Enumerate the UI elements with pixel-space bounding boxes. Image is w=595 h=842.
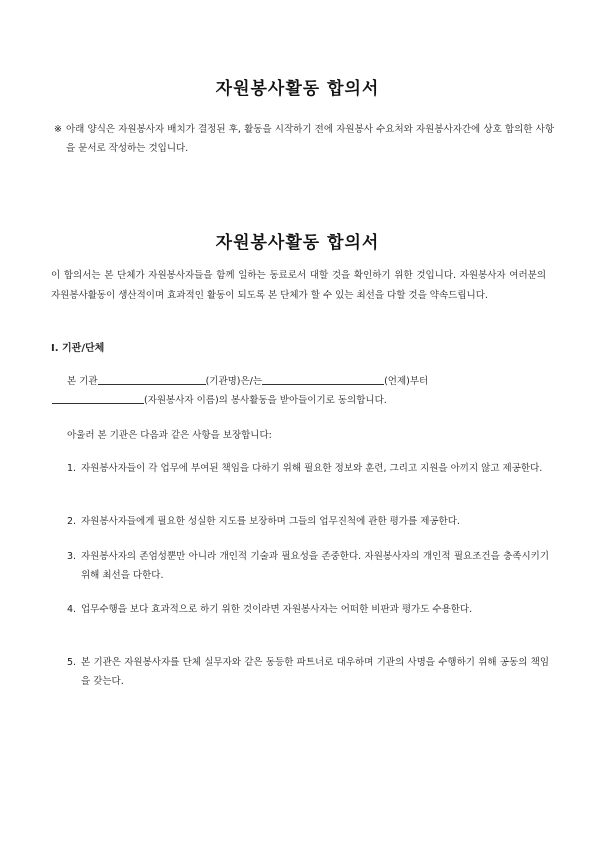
item-number: 1.: [67, 463, 77, 474]
fill-line-1: [67, 372, 428, 391]
item-text: 본 기관은 자원봉사자를 단체 실무자와 같은 동등한 파트너로 대우하며 기관의 사명을 수행하기 위해 공동의 책임을 갖는다.: [81, 657, 549, 687]
start-date-blank[interactable]: [262, 372, 384, 385]
item-text: 업무수행을 보다 효과적으로 하기 위한 것이라면 자원봉사자는 어떠한 비판과 평가도 수용한다.: [81, 604, 473, 615]
org-label: (기관명)은/는: [205, 376, 263, 387]
date-label: (언제)부터: [384, 376, 429, 387]
item-number: 3.: [67, 551, 77, 562]
note-text: 아래 양식은 자원봉사자 배치가 결정된 후, 활동을 시작하기 전에 자원봉사 수요처와 자원봉사자간에 상호 합의한 사항을 문서로 작성하는 것입니다.: [66, 124, 554, 154]
item-text: 자원봉사자의 존엄성뿐만 아니라 개인적 기술과 필요성을 존중한다. 자원봉사자의 개인적 필요조건을 충족시키기 위해 최선을 다한다.: [81, 551, 549, 581]
item-text: 자원봉사자들이 각 업무에 부여된 책임을 다하기 위해 필요한 정보와 훈련, 그리고 지원을 아끼지 않고 제공한다.: [81, 463, 543, 474]
item-number: 2.: [67, 516, 77, 527]
fill-prefix: 본 기관: [67, 376, 98, 387]
assurance-statement: 아울러 본 기관은 다음과 같은 사항을 보장합니다:: [67, 430, 272, 441]
section-heading: Ⅰ. 기관/단체: [51, 343, 105, 354]
org-name-blank[interactable]: [98, 372, 206, 385]
volunteer-label: (자원봉사자 이름)의 봉사활동을 받아들이기로 동의합니다.: [144, 395, 387, 406]
document-title: 자원봉사활동 합의서: [215, 79, 380, 99]
intro-paragraph: 이 합의서는 본 단체가 자원봉사자들을 함께 일하는 동료로서 대할 것을 확인하기 위한 것입니다. 자원봉사자 여러분의 자원봉사활동이 생산적이며 효과적인 활동이 되도록 본 단체가 할 수 있는 최선을 다할 것을 약속드립니다.: [51, 270, 546, 301]
item-text: 자원봉사자들에게 필요한 성실한 지도를 보장하며 그들의 업무진척에 관한 평가를 제공한다.: [81, 516, 460, 527]
note-mark: ※: [54, 124, 62, 135]
item-number: 5.: [67, 657, 77, 668]
item-number: 4.: [67, 604, 77, 615]
fill-line-2: [52, 391, 387, 410]
agreement-title: 자원봉사활동 합의서: [215, 233, 380, 253]
volunteer-name-blank[interactable]: [52, 391, 144, 404]
